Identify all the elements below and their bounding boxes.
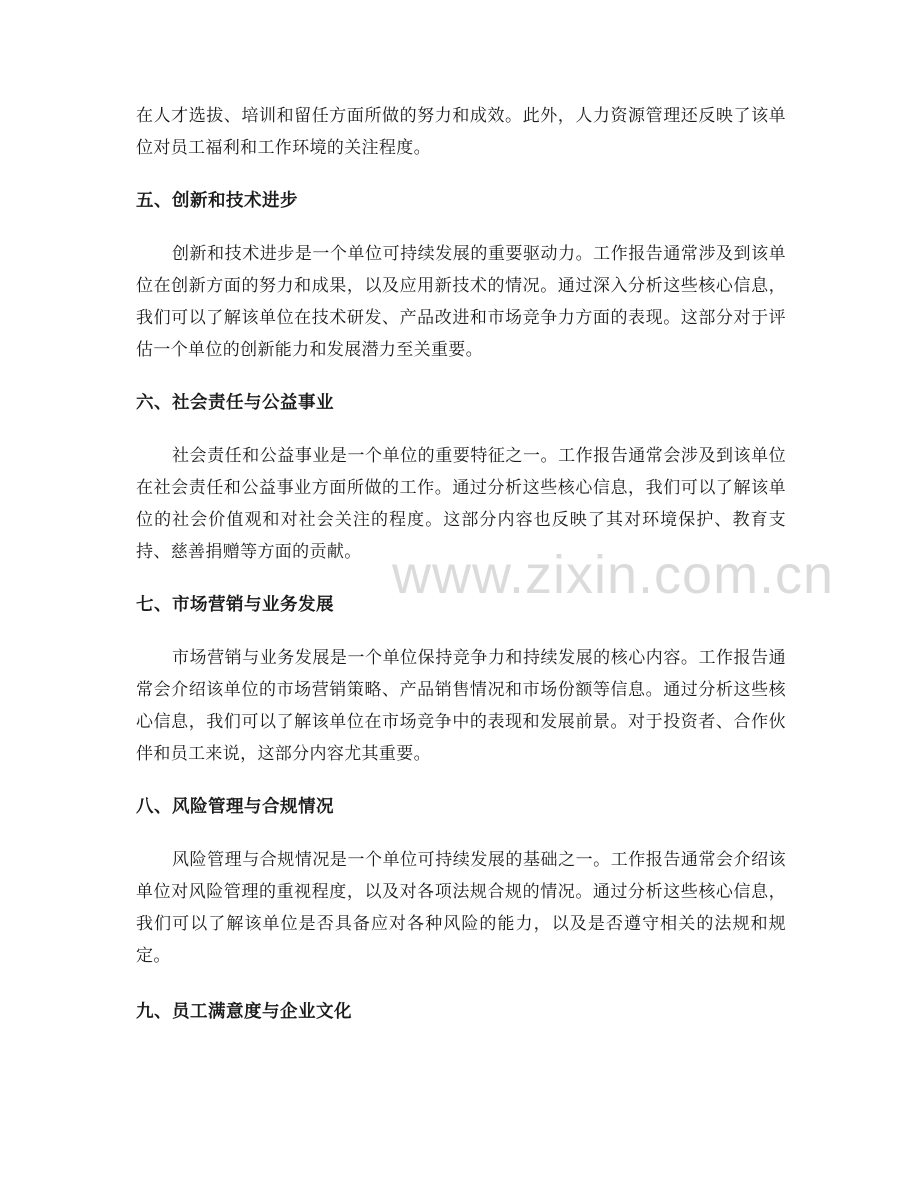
section-body-risk-compliance: 风险管理与合规情况是一个单位可持续发展的基础之一。工作报告通常会介绍该单位对风险管理的重视程度，以及对各项法规合规的情况。通过分析这些核心信息，我们可以了解该单位是否具备应对各种风险的能力，以及是否遵守相关的法规和规定。 xyxy=(136,850,786,966)
watermark: www.zixin.com.cn xyxy=(392,545,835,605)
intro-paragraph: 在人才选拔、培训和留任方面所做的努力和成效。此外，人力资源管理还反映了该单位对员工福利和工作环境的关注程度。 xyxy=(136,106,786,158)
section-body-innovation: 创新和技术进步是一个单位可持续发展的重要驱动力。工作报告通常涉及到该单位在创新方面的努力和成果，以及应用新技术的情况。通过深入分析这些核心信息，我们可以了解该单位在技术研发、产品改进和市场竞争力方面的表现。这部分对于评估一个单位的创新能力和发展潜力至关重要。 xyxy=(136,244,786,360)
section-heading-risk-compliance: 八、风险管理与合规情况 xyxy=(136,797,334,817)
section-body-social-responsibility: 社会责任和公益事业是一个单位的重要特征之一。工作报告通常会涉及到该单位在社会责任和公益事业方面所做的工作。通过分析这些核心信息，我们可以了解该单位的社会价值观和对社会关注的程度。这部分内容也反映了其对环境保护、教育支持、慈善捐赠等方面的贡献。 xyxy=(136,446,786,562)
section-heading-employee-culture: 九、员工满意度与企业文化 xyxy=(136,1002,352,1022)
section-heading-marketing: 七、市场营销与业务发展 xyxy=(136,595,334,615)
section-body-marketing: 市场营销与业务发展是一个单位保持竞争力和持续发展的核心内容。工作报告通常会介绍该单位的市场营销策略、产品销售情况和市场份额等信息。通过分析这些核心信息，我们可以了解该单位在市场竞争中的表现和发展前景。对于投资者、合作伙伴和员工来说，这部分内容尤其重要。 xyxy=(136,648,786,764)
section-heading-social-responsibility: 六、社会责任与公益事业 xyxy=(136,393,334,413)
section-heading-innovation: 五、创新和技术进步 xyxy=(136,191,298,211)
